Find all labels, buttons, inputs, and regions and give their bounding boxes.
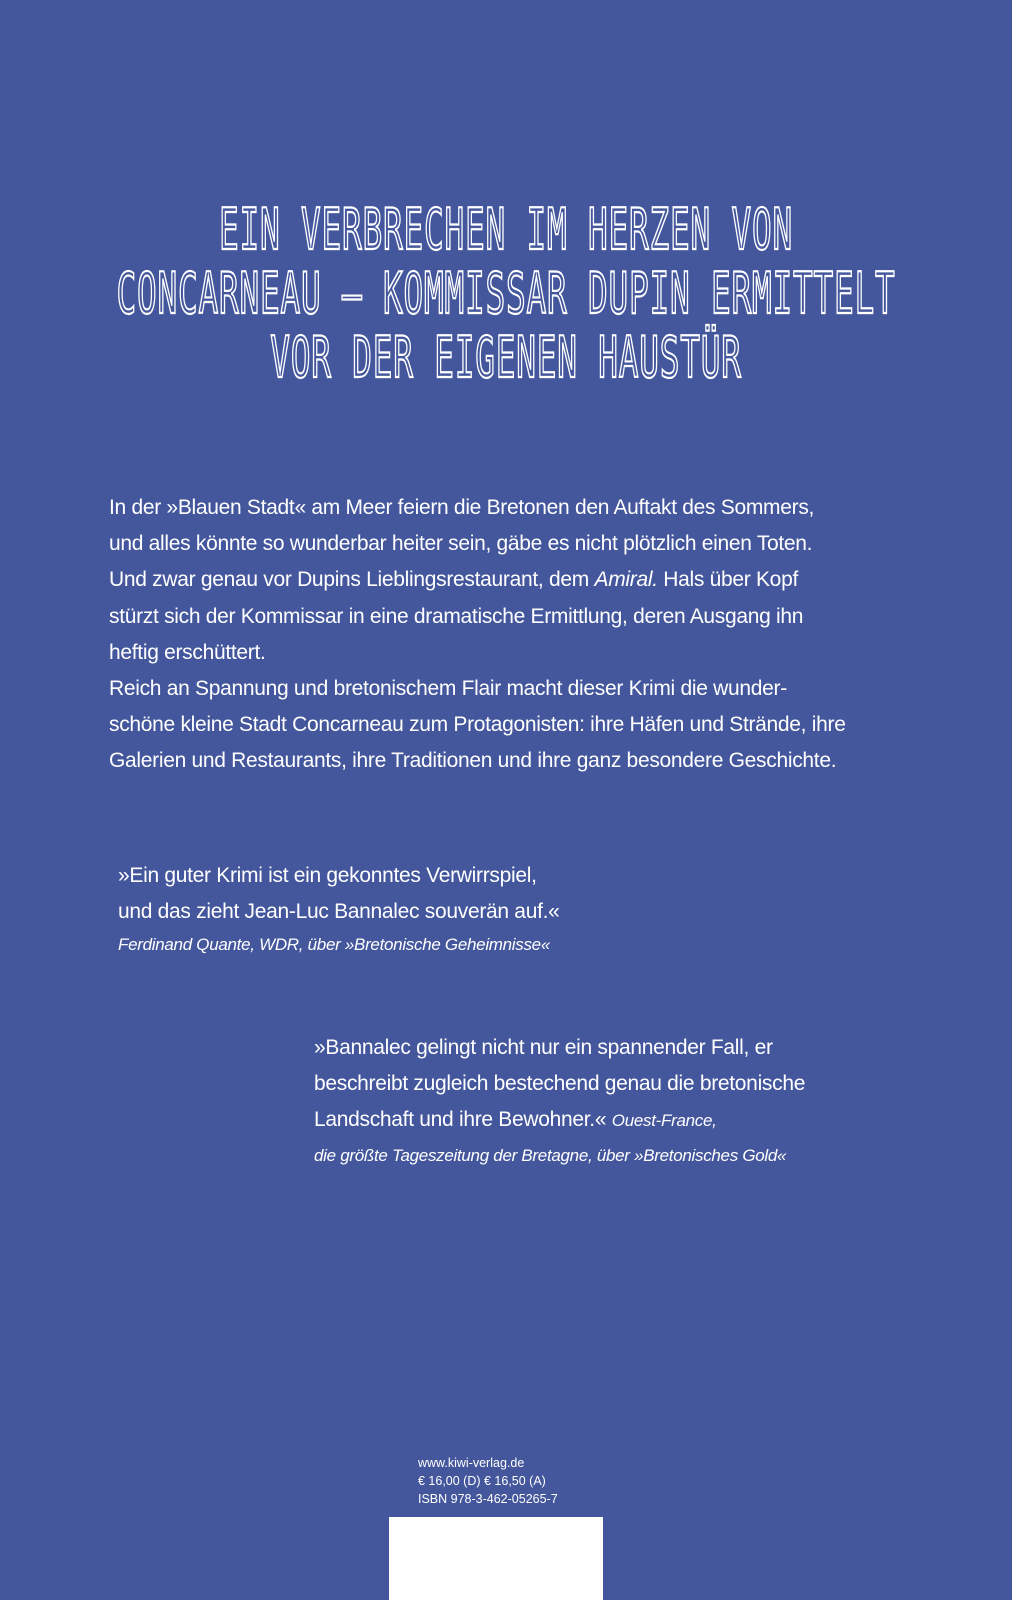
quote-line (314, 1102, 914, 1139)
blurb-line: stürzt sich der Kommissar in eine dramatische Ermittlung, deren Ausgang ihn (109, 604, 804, 628)
press-quote-wdr (118, 858, 738, 960)
quote-line: »Bannalec gelingt nicht nur ein spannender Fall, er (314, 1036, 773, 1059)
blurb-line: Galerien und Restaurants, ihre Traditionen und ihre ganz besondere Geschichte. (109, 749, 837, 773)
headline-line-2: CONCARNEAU — KOMMISSAR DUPIN ERMITTELT (116, 260, 896, 327)
blurb-line: und alles könnte so wunderbar heiter sein, gäbe es nicht plötzlich einen Toten. (109, 532, 813, 556)
quote-line: und das zieht Jean-Luc Bannalec souverän auf.« (118, 900, 560, 923)
quote-source-inline: Ouest-France, (611, 1111, 717, 1130)
headline-line-3: VOR DER EIGENEN HAUSTÜR (270, 324, 742, 391)
quote-source: Ferdinand Quante, WDR, über »Bretonische Geheimnisse« (118, 935, 550, 954)
headline-line-1: EIN VERBRECHEN IM HERZEN VON (218, 196, 794, 263)
blurb-line: In der »Blauen Stadt« am Meer feiern die Bretonen den Auftakt des Sommers, (109, 496, 815, 519)
press-quote-ouest-france (314, 1030, 914, 1173)
headline (0, 198, 1012, 390)
blurb-line: heftig erschüttert. (109, 640, 266, 664)
quote-source: die größte Tageszeitung der Bretagne, über »Bretonisches Gold« (314, 1146, 787, 1165)
barcode-area (389, 1517, 603, 1600)
blurb-line (109, 562, 929, 598)
quote-line-part: Landschaft und ihre Bewohner.« (314, 1108, 607, 1131)
blurb-line: Reich an Spannung und bretonischem Flair macht dieser Krimi die wunder- (109, 677, 787, 701)
price: € 16,00 (D) € 16,50 (A) (418, 1474, 546, 1488)
blurb-line: schöne kleine Stadt Concarneau zum Protagonisten: ihre Häfen und Strände, ihre (109, 713, 846, 737)
blurb-line-part: Und zwar genau vor Dupins Lieblingsrestaurant, dem (109, 568, 595, 592)
quote-line: »Ein guter Krimi ist ein gekonntes Verwirrspiel, (118, 864, 537, 887)
imprint (418, 1454, 618, 1508)
publisher-website: www.kiwi-verlag.de (418, 1456, 525, 1470)
blurb-line-part: Hals über Kopf (657, 568, 798, 592)
blurb-text (109, 490, 929, 780)
quote-line: beschreibt zugleich bestechend genau die bretonische (314, 1072, 806, 1095)
isbn: ISBN 978-3-462-05265-7 (418, 1492, 558, 1506)
restaurant-name: Amiral. (594, 568, 658, 592)
